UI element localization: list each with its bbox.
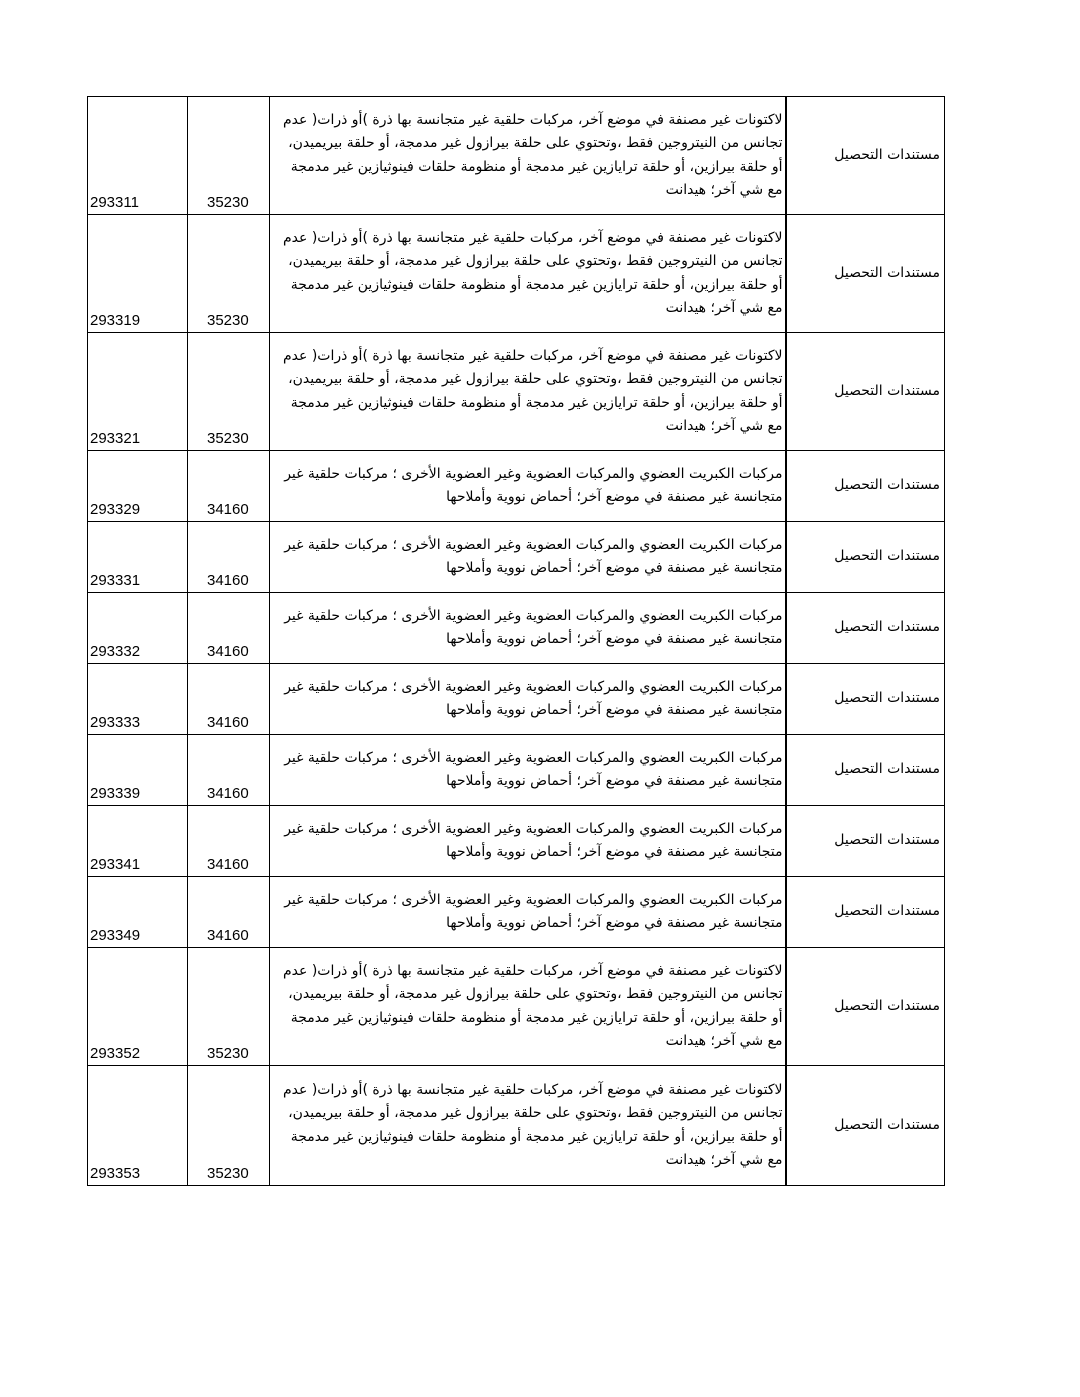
- table-row: [88, 333, 945, 451]
- description-cell: لاكتونات غير مصنفة في موضع آخر، مركبات حلقية غير متجانسة بها ذرة )أو ذرات( عدم تجانس من النيتروجين فقط ،وتحتوي على حلقة بيرازول غير مدمجة، أو حلقة بيريميدن، أو حلقة بيرازين، أو حلقة ترايازين غير مدمجة أو منظومة حلقات فينوثيازين غير مدمجة مع شي آخر؛ هيدانت: [270, 948, 786, 1066]
- table-row: [88, 877, 945, 948]
- table-row: [88, 735, 945, 806]
- table-row: [88, 1066, 945, 1186]
- category-cell: مستندات التحصيل: [786, 97, 945, 215]
- description-cell: مركبات الكبريت العضوي والمركبات العضوية وغير العضوية الأخرى ؛ مركبات حلقية غير متجانسة غير مصنفة في موضع آخر؛ أحماض نووية وأملاحها: [270, 877, 786, 948]
- cpc-code-cell: 34160: [188, 735, 270, 806]
- hs-code-cell: 293349: [88, 877, 188, 948]
- cpc-code-cell: 35230: [188, 1066, 270, 1186]
- description-cell: مركبات الكبريت العضوي والمركبات العضوية وغير العضوية الأخرى ؛ مركبات حلقية غير متجانسة غير مصنفة في موضع آخر؛ أحماض نووية وأملاحها: [270, 806, 786, 877]
- hs-code-cell: 293332: [88, 593, 188, 664]
- category-cell: مستندات التحصيل: [786, 593, 945, 664]
- cpc-code-cell: 35230: [188, 333, 270, 451]
- description-cell: لاكتونات غير مصنفة في موضع آخر، مركبات حلقية غير متجانسة بها ذرة )أو ذرات( عدم تجانس من النيتروجين فقط ،وتحتوي على حلقة بيرازول غير مدمجة، أو حلقة بيريميدن، أو حلقة بيرازين، أو حلقة ترايازين غير مدمجة أو منظومة حلقات فينوثيازين غير مدمجة مع شي آخر؛ هيدانت: [270, 333, 786, 451]
- hs-code-cell: 293311: [88, 97, 188, 215]
- cpc-code-cell: 34160: [188, 806, 270, 877]
- category-cell: مستندات التحصيل: [786, 522, 945, 593]
- cpc-code-cell: 35230: [188, 97, 270, 215]
- description-cell: مركبات الكبريت العضوي والمركبات العضوية وغير العضوية الأخرى ؛ مركبات حلقية غير متجانسة غير مصنفة في موضع آخر؛ أحماض نووية وأملاحها: [270, 451, 786, 522]
- table-row: [88, 97, 945, 215]
- table-row: [88, 451, 945, 522]
- hs-code-cell: 293339: [88, 735, 188, 806]
- table-row: [88, 522, 945, 593]
- description-cell: لاكتونات غير مصنفة في موضع آخر، مركبات حلقية غير متجانسة بها ذرة )أو ذرات( عدم تجانس من النيتروجين فقط ،وتحتوي على حلقة بيرازول غير مدمجة، أو حلقة بيريميدن، أو حلقة بيرازين، أو حلقة ترايازين غير مدمجة أو منظومة حلقات فينوثيازين غير مدمجة مع شي آخر؛ هيدانت: [270, 1066, 786, 1186]
- description-cell: مركبات الكبريت العضوي والمركبات العضوية وغير العضوية الأخرى ؛ مركبات حلقية غير متجانسة غير مصنفة في موضع آخر؛ أحماض نووية وأملاحها: [270, 735, 786, 806]
- hs-code-cell: 293329: [88, 451, 188, 522]
- cpc-code-cell: 34160: [188, 522, 270, 593]
- category-cell: مستندات التحصيل: [786, 806, 945, 877]
- hs-code-cell: 293319: [88, 215, 188, 333]
- description-cell: مركبات الكبريت العضوي والمركبات العضوية وغير العضوية الأخرى ؛ مركبات حلقية غير متجانسة غير مصنفة في موضع آخر؛ أحماض نووية وأملاحها: [270, 522, 786, 593]
- cpc-code-cell: 34160: [188, 593, 270, 664]
- hs-code-cell: 293353: [88, 1066, 188, 1186]
- category-cell: مستندات التحصيل: [786, 735, 945, 806]
- hs-code-cell: 293352: [88, 948, 188, 1066]
- data-table: [87, 96, 945, 1186]
- hs-code-cell: 293331: [88, 522, 188, 593]
- category-cell: مستندات التحصيل: [786, 451, 945, 522]
- hs-code-cell: 293333: [88, 664, 188, 735]
- cpc-code-cell: 34160: [188, 877, 270, 948]
- category-cell: مستندات التحصيل: [786, 877, 945, 948]
- description-cell: لاكتونات غير مصنفة في موضع آخر، مركبات حلقية غير متجانسة بها ذرة )أو ذرات( عدم تجانس من النيتروجين فقط ،وتحتوي على حلقة بيرازول غير مدمجة، أو حلقة بيريميدن، أو حلقة بيرازين، أو حلقة ترايازين غير مدمجة أو منظومة حلقات فينوثيازين غير مدمجة مع شي آخر؛ هيدانت: [270, 97, 786, 215]
- category-cell: مستندات التحصيل: [786, 215, 945, 333]
- cpc-code-cell: 35230: [188, 215, 270, 333]
- cpc-code-cell: 35230: [188, 948, 270, 1066]
- table-row: [88, 215, 945, 333]
- hs-code-cell: 293321: [88, 333, 188, 451]
- category-cell: مستندات التحصيل: [786, 333, 945, 451]
- table-row: [88, 593, 945, 664]
- hs-code-cell: 293341: [88, 806, 188, 877]
- cpc-code-cell: 34160: [188, 664, 270, 735]
- cpc-code-cell: 34160: [188, 451, 270, 522]
- table-row: [88, 806, 945, 877]
- category-cell: مستندات التحصيل: [786, 1066, 945, 1186]
- description-cell: لاكتونات غير مصنفة في موضع آخر، مركبات حلقية غير متجانسة بها ذرة )أو ذرات( عدم تجانس من النيتروجين فقط ،وتحتوي على حلقة بيرازول غير مدمجة، أو حلقة بيريميدن، أو حلقة بيرازين، أو حلقة ترايازين غير مدمجة أو منظومة حلقات فينوثيازين غير مدمجة مع شي آخر؛ هيدانت: [270, 215, 786, 333]
- category-cell: مستندات التحصيل: [786, 664, 945, 735]
- table-row: [88, 948, 945, 1066]
- description-cell: مركبات الكبريت العضوي والمركبات العضوية وغير العضوية الأخرى ؛ مركبات حلقية غير متجانسة غير مصنفة في موضع آخر؛ أحماض نووية وأملاحها: [270, 664, 786, 735]
- category-cell: مستندات التحصيل: [786, 948, 945, 1066]
- description-cell: مركبات الكبريت العضوي والمركبات العضوية وغير العضوية الأخرى ؛ مركبات حلقية غير متجانسة غير مصنفة في موضع آخر؛ أحماض نووية وأملاحها: [270, 593, 786, 664]
- table-row: [88, 664, 945, 735]
